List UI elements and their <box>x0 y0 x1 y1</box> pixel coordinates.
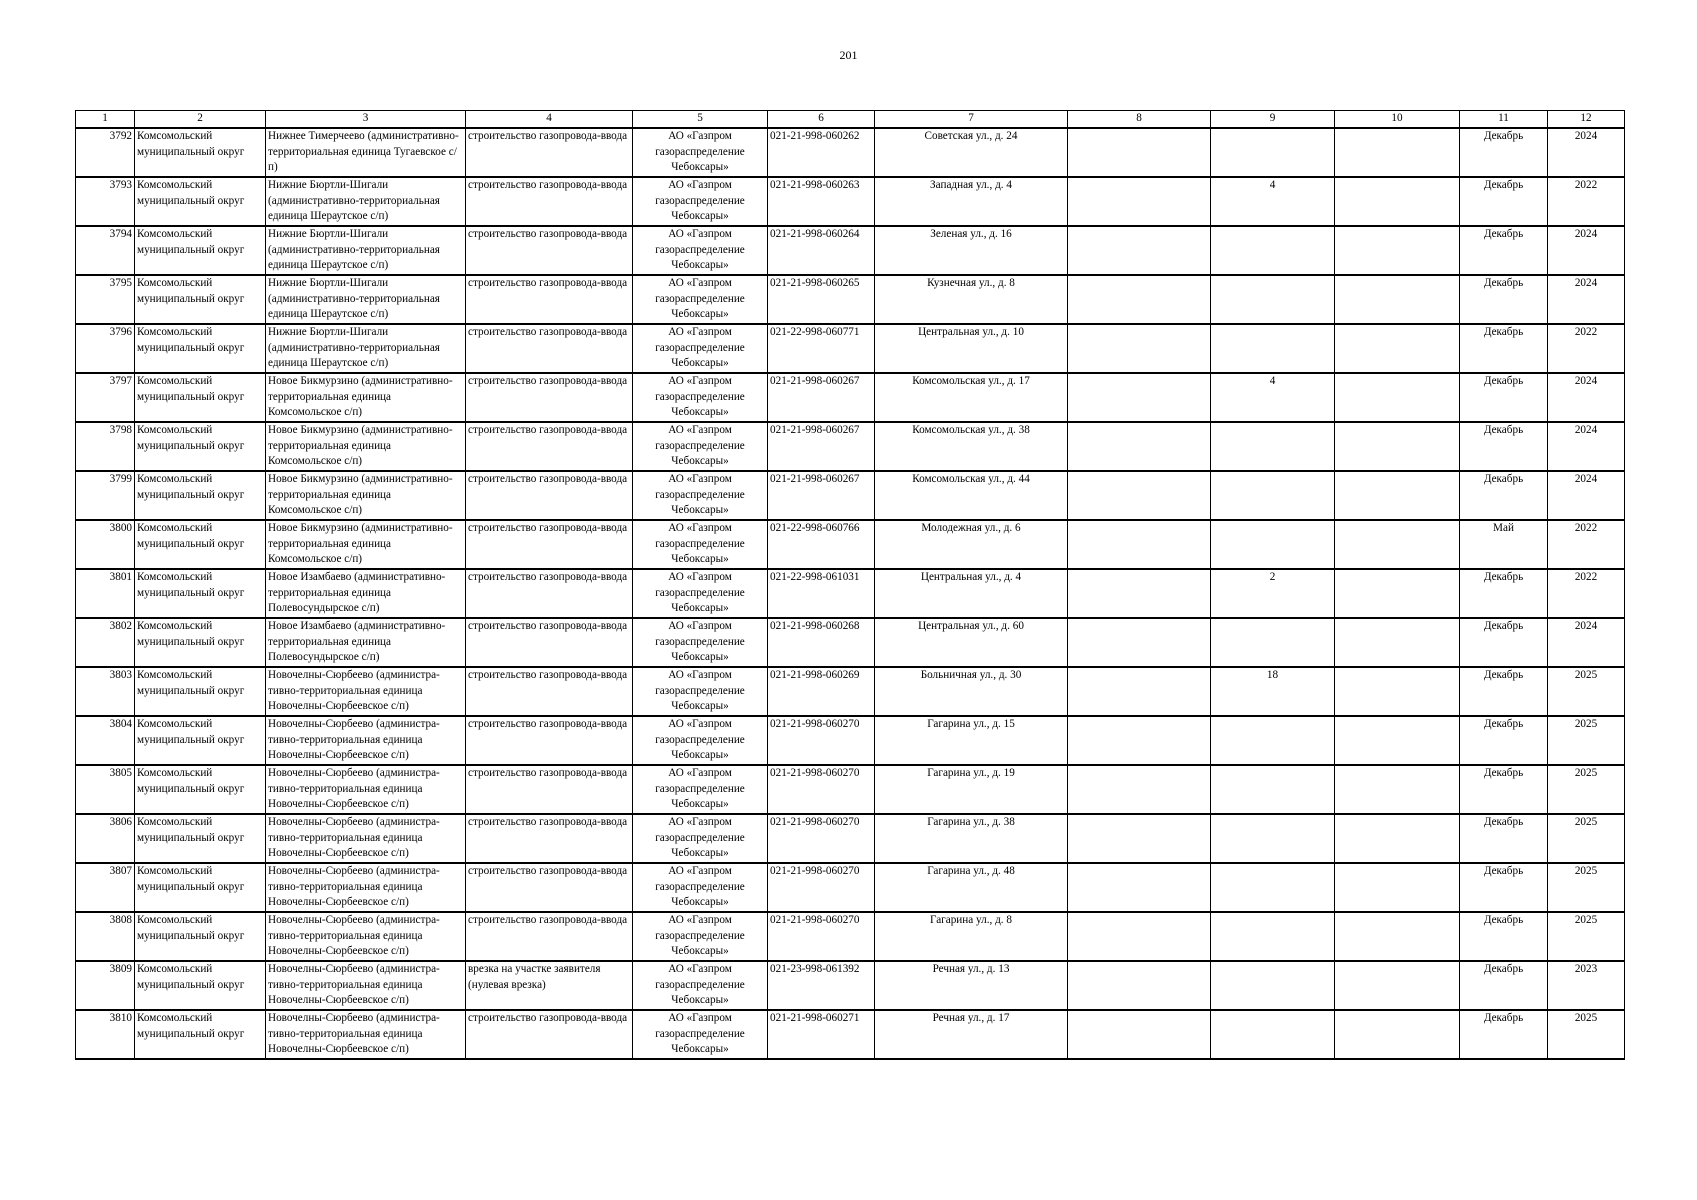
year-cell: 2025 <box>1548 667 1625 716</box>
address-cell: Кузнечная ул., д. 8 <box>875 275 1068 324</box>
organization-cell: АО «Газпром газораспределение Чебоксары» <box>633 765 768 814</box>
column-8-value-cell <box>1068 912 1211 961</box>
year-cell: 2022 <box>1548 324 1625 373</box>
year-cell: 2024 <box>1548 128 1625 177</box>
table-row <box>76 422 1625 471</box>
year-cell: 2024 <box>1548 471 1625 520</box>
month-cell: Декабрь <box>1460 814 1548 863</box>
column-8-value-cell <box>1068 618 1211 667</box>
column-10-value-cell <box>1335 961 1460 1010</box>
table-row <box>76 520 1625 569</box>
work-type-cell: строительство газопровода-ввода <box>466 667 633 716</box>
column-10-value-cell <box>1335 128 1460 177</box>
column-10-value-cell <box>1335 324 1460 373</box>
column-8-value-cell <box>1068 422 1211 471</box>
month-cell: Декабрь <box>1460 912 1548 961</box>
settlement-cell: Новочелны-Сюрбеево (администра-тивно-территориальная единица Новочелны-Сюрбеевское с/п) <box>266 667 466 716</box>
district-cell: Комсомольский муниципальный округ <box>135 226 266 275</box>
column-header-1: 1 <box>76 111 135 129</box>
column-10-value-cell <box>1335 618 1460 667</box>
month-cell: Декабрь <box>1460 226 1548 275</box>
page-number: 201 <box>839 48 858 62</box>
work-type-cell: врезка на участке заявителя (нулевая врезка) <box>466 961 633 1010</box>
settlement-cell: Нижние Бюртли-Шигали (административно-территориальная единица Шераутское с/п) <box>266 324 466 373</box>
work-type-cell: строительство газопровода-ввода <box>466 618 633 667</box>
month-cell: Декабрь <box>1460 667 1548 716</box>
address-cell: Больничная ул., д. 30 <box>875 667 1068 716</box>
column-header-5: 5 <box>633 111 768 129</box>
application-number-cell: 021-21-998-060268 <box>768 618 875 667</box>
month-cell: Декабрь <box>1460 422 1548 471</box>
address-cell: Советская ул., д. 24 <box>875 128 1068 177</box>
row-number-cell: 3794 <box>76 226 135 275</box>
column-10-value-cell <box>1335 177 1460 226</box>
table-row <box>76 569 1625 618</box>
month-cell: Декабрь <box>1460 863 1548 912</box>
settlement-cell: Новое Бикмурзино (административно-территориальная единица Комсомольское с/п) <box>266 422 466 471</box>
application-number-cell: 021-22-998-061031 <box>768 569 875 618</box>
column-8-value-cell <box>1068 275 1211 324</box>
application-number-cell: 021-22-998-060766 <box>768 520 875 569</box>
district-cell: Комсомольский муниципальный округ <box>135 961 266 1010</box>
month-cell: Декабрь <box>1460 177 1548 226</box>
organization-cell: АО «Газпром газораспределение Чебоксары» <box>633 912 768 961</box>
column-9-value-cell <box>1211 422 1335 471</box>
column-header-2: 2 <box>135 111 266 129</box>
month-cell: Декабрь <box>1460 471 1548 520</box>
address-cell: Речная ул., д. 17 <box>875 1010 1068 1059</box>
row-number-cell: 3802 <box>76 618 135 667</box>
year-cell: 2025 <box>1548 765 1625 814</box>
address-cell: Центральная ул., д. 4 <box>875 569 1068 618</box>
work-type-cell: строительство газопровода-ввода <box>466 373 633 422</box>
year-cell: 2024 <box>1548 373 1625 422</box>
column-9-value-cell <box>1211 765 1335 814</box>
month-cell: Декабрь <box>1460 716 1548 765</box>
application-number-cell: 021-21-998-060270 <box>768 765 875 814</box>
column-8-value-cell <box>1068 765 1211 814</box>
work-type-cell: строительство газопровода-ввода <box>466 716 633 765</box>
month-cell: Декабрь <box>1460 569 1548 618</box>
column-8-value-cell <box>1068 814 1211 863</box>
month-cell: Декабрь <box>1460 765 1548 814</box>
year-cell: 2022 <box>1548 520 1625 569</box>
column-8-value-cell <box>1068 863 1211 912</box>
table-row <box>76 912 1625 961</box>
column-9-value-cell <box>1211 226 1335 275</box>
district-cell: Комсомольский муниципальный округ <box>135 716 266 765</box>
organization-cell: АО «Газпром газораспределение Чебоксары» <box>633 226 768 275</box>
month-cell: Декабрь <box>1460 961 1548 1010</box>
column-8-value-cell <box>1068 471 1211 520</box>
column-8-value-cell <box>1068 324 1211 373</box>
column-9-value-cell <box>1211 814 1335 863</box>
work-type-cell: строительство газопровода-ввода <box>466 422 633 471</box>
address-cell: Зеленая ул., д. 16 <box>875 226 1068 275</box>
organization-cell: АО «Газпром газораспределение Чебоксары» <box>633 569 768 618</box>
year-cell: 2025 <box>1548 912 1625 961</box>
column-9-value-cell <box>1211 520 1335 569</box>
year-cell: 2024 <box>1548 422 1625 471</box>
table-row <box>76 814 1625 863</box>
row-number-cell: 3799 <box>76 471 135 520</box>
column-9-value-cell: 4 <box>1211 177 1335 226</box>
application-number-cell: 021-21-998-060270 <box>768 863 875 912</box>
column-10-value-cell <box>1335 1010 1460 1059</box>
table-row <box>76 1010 1625 1059</box>
application-number-cell: 021-21-998-060270 <box>768 912 875 961</box>
column-10-value-cell <box>1335 226 1460 275</box>
column-header-7: 7 <box>875 111 1068 129</box>
row-number-cell: 3793 <box>76 177 135 226</box>
application-number-cell: 021-21-998-060263 <box>768 177 875 226</box>
year-cell: 2024 <box>1548 275 1625 324</box>
application-number-cell: 021-21-998-060265 <box>768 275 875 324</box>
work-type-cell: строительство газопровода-ввода <box>466 1010 633 1059</box>
table-row <box>76 128 1625 177</box>
month-cell: Декабрь <box>1460 373 1548 422</box>
column-header-12: 12 <box>1548 111 1625 129</box>
row-number-cell: 3804 <box>76 716 135 765</box>
column-10-value-cell <box>1335 471 1460 520</box>
month-cell: Декабрь <box>1460 324 1548 373</box>
district-cell: Комсомольский муниципальный округ <box>135 863 266 912</box>
column-9-value-cell <box>1211 912 1335 961</box>
table-row <box>76 716 1625 765</box>
settlement-cell: Новочелны-Сюрбеево (администра-тивно-территориальная единица Новочелны-Сюрбеевское с/п) <box>266 716 466 765</box>
row-number-cell: 3809 <box>76 961 135 1010</box>
work-type-cell: строительство газопровода-ввода <box>466 520 633 569</box>
address-cell: Комсомольская ул., д. 44 <box>875 471 1068 520</box>
settlement-cell: Новое Изамбаево (административно-территориальная единица Полевосундырское с/п) <box>266 618 466 667</box>
work-type-cell: строительство газопровода-ввода <box>466 471 633 520</box>
settlement-cell: Новое Изамбаево (административно-территориальная единица Полевосундырское с/п) <box>266 569 466 618</box>
settlement-cell: Нижние Бюртли-Шигали (административно-территориальная единица Шераутское с/п) <box>266 226 466 275</box>
organization-cell: АО «Газпром газораспределение Чебоксары» <box>633 520 768 569</box>
column-9-value-cell <box>1211 716 1335 765</box>
address-cell: Гагарина ул., д. 48 <box>875 863 1068 912</box>
table-row <box>76 765 1625 814</box>
column-9-value-cell <box>1211 324 1335 373</box>
application-number-cell: 021-21-998-060270 <box>768 716 875 765</box>
address-cell: Гагарина ул., д. 38 <box>875 814 1068 863</box>
district-cell: Комсомольский муниципальный округ <box>135 177 266 226</box>
organization-cell: АО «Газпром газораспределение Чебоксары» <box>633 471 768 520</box>
column-9-value-cell <box>1211 275 1335 324</box>
column-9-value-cell <box>1211 961 1335 1010</box>
district-cell: Комсомольский муниципальный округ <box>135 765 266 814</box>
work-type-cell: строительство газопровода-ввода <box>466 912 633 961</box>
column-10-value-cell <box>1335 912 1460 961</box>
organization-cell: АО «Газпром газораспределение Чебоксары» <box>633 177 768 226</box>
work-type-cell: строительство газопровода-ввода <box>466 863 633 912</box>
year-cell: 2024 <box>1548 618 1625 667</box>
address-cell: Центральная ул., д. 60 <box>875 618 1068 667</box>
table-row <box>76 863 1625 912</box>
work-type-cell: строительство газопровода-ввода <box>466 814 633 863</box>
column-8-value-cell <box>1068 667 1211 716</box>
year-cell: 2022 <box>1548 177 1625 226</box>
column-header-9: 9 <box>1211 111 1335 129</box>
address-cell: Центральная ул., д. 10 <box>875 324 1068 373</box>
year-cell: 2025 <box>1548 716 1625 765</box>
row-number-cell: 3800 <box>76 520 135 569</box>
column-header-11: 11 <box>1460 111 1548 129</box>
column-8-value-cell <box>1068 520 1211 569</box>
header-row <box>76 111 1625 129</box>
column-9-value-cell: 2 <box>1211 569 1335 618</box>
column-header-8: 8 <box>1068 111 1211 129</box>
settlement-cell: Новое Бикмурзино (административно-территориальная единица Комсомольское с/п) <box>266 373 466 422</box>
column-header-10: 10 <box>1335 111 1460 129</box>
district-cell: Комсомольский муниципальный округ <box>135 569 266 618</box>
settlement-cell: Нижнее Тимерчеево (административно-территориальная единица Тугаевское с/п) <box>266 128 466 177</box>
settlement-cell: Новочелны-Сюрбеево (администра-тивно-территориальная единица Новочелны-Сюрбеевское с/п) <box>266 961 466 1010</box>
organization-cell: АО «Газпром газораспределение Чебоксары» <box>633 373 768 422</box>
address-cell: Молодежная ул., д. 6 <box>875 520 1068 569</box>
table-body <box>76 128 1625 1059</box>
organization-cell: АО «Газпром газораспределение Чебоксары» <box>633 716 768 765</box>
month-cell: Декабрь <box>1460 275 1548 324</box>
column-10-value-cell <box>1335 765 1460 814</box>
column-10-value-cell <box>1335 814 1460 863</box>
settlement-cell: Новочелны-Сюрбеево (администра-тивно-территориальная единица Новочелны-Сюрбеевское с/п) <box>266 814 466 863</box>
column-10-value-cell <box>1335 422 1460 471</box>
settlement-cell: Новочелны-Сюрбеево (администра-тивно-территориальная единица Новочелны-Сюрбеевское с/п) <box>266 765 466 814</box>
column-8-value-cell <box>1068 1010 1211 1059</box>
application-number-cell: 021-21-998-060267 <box>768 471 875 520</box>
settlement-cell: Новочелны-Сюрбеево (администра-тивно-территориальная единица Новочелны-Сюрбеевское с/п) <box>266 863 466 912</box>
column-8-value-cell <box>1068 177 1211 226</box>
row-number-cell: 3805 <box>76 765 135 814</box>
organization-cell: АО «Газпром газораспределение Чебоксары» <box>633 128 768 177</box>
district-cell: Комсомольский муниципальный округ <box>135 373 266 422</box>
application-number-cell: 021-21-998-060270 <box>768 814 875 863</box>
district-cell: Комсомольский муниципальный округ <box>135 275 266 324</box>
settlement-cell: Новочелны-Сюрбеево (администра-тивно-территориальная единица Новочелны-Сюрбеевское с/п) <box>266 1010 466 1059</box>
address-cell: Речная ул., д. 13 <box>875 961 1068 1010</box>
column-header-6: 6 <box>768 111 875 129</box>
column-8-value-cell <box>1068 961 1211 1010</box>
district-cell: Комсомольский муниципальный округ <box>135 324 266 373</box>
organization-cell: АО «Газпром газораспределение Чебоксары» <box>633 1010 768 1059</box>
application-number-cell: 021-21-998-060267 <box>768 422 875 471</box>
table-row <box>76 275 1625 324</box>
address-cell: Гагарина ул., д. 19 <box>875 765 1068 814</box>
row-number-cell: 3808 <box>76 912 135 961</box>
row-number-cell: 3806 <box>76 814 135 863</box>
gas-connection-table <box>75 110 1625 1060</box>
work-type-cell: строительство газопровода-ввода <box>466 765 633 814</box>
organization-cell: АО «Газпром газораспределение Чебоксары» <box>633 324 768 373</box>
table-header <box>76 111 1625 129</box>
district-cell: Комсомольский муниципальный округ <box>135 1010 266 1059</box>
table-row <box>76 667 1625 716</box>
column-9-value-cell <box>1211 471 1335 520</box>
column-10-value-cell <box>1335 275 1460 324</box>
row-number-cell: 3797 <box>76 373 135 422</box>
column-8-value-cell <box>1068 226 1211 275</box>
column-10-value-cell <box>1335 667 1460 716</box>
table-row <box>76 471 1625 520</box>
settlement-cell: Нижние Бюртли-Шигали (административно-территориальная единица Шераутское с/п) <box>266 177 466 226</box>
organization-cell: АО «Газпром газораспределение Чебоксары» <box>633 422 768 471</box>
month-cell: Декабрь <box>1460 618 1548 667</box>
application-number-cell: 021-22-998-060771 <box>768 324 875 373</box>
district-cell: Комсомольский муниципальный округ <box>135 422 266 471</box>
address-cell: Гагарина ул., д. 8 <box>875 912 1068 961</box>
year-cell: 2025 <box>1548 814 1625 863</box>
column-10-value-cell <box>1335 520 1460 569</box>
organization-cell: АО «Газпром газораспределение Чебоксары» <box>633 863 768 912</box>
month-cell: Декабрь <box>1460 128 1548 177</box>
column-header-4: 4 <box>466 111 633 129</box>
column-8-value-cell <box>1068 373 1211 422</box>
row-number-cell: 3792 <box>76 128 135 177</box>
row-number-cell: 3807 <box>76 863 135 912</box>
address-cell: Западная ул., д. 4 <box>875 177 1068 226</box>
column-9-value-cell <box>1211 863 1335 912</box>
year-cell: 2024 <box>1548 226 1625 275</box>
table-row <box>76 177 1625 226</box>
column-8-value-cell <box>1068 569 1211 618</box>
organization-cell: АО «Газпром газораспределение Чебоксары» <box>633 275 768 324</box>
application-number-cell: 021-21-998-060271 <box>768 1010 875 1059</box>
application-number-cell: 021-21-998-060269 <box>768 667 875 716</box>
settlement-cell: Нижние Бюртли-Шигали (административно-территориальная единица Шераутское с/п) <box>266 275 466 324</box>
organization-cell: АО «Газпром газораспределение Чебоксары» <box>633 961 768 1010</box>
month-cell: Декабрь <box>1460 1010 1548 1059</box>
column-10-value-cell <box>1335 569 1460 618</box>
row-number-cell: 3795 <box>76 275 135 324</box>
column-10-value-cell <box>1335 373 1460 422</box>
district-cell: Комсомольский муниципальный округ <box>135 912 266 961</box>
address-cell: Гагарина ул., д. 15 <box>875 716 1068 765</box>
year-cell: 2025 <box>1548 1010 1625 1059</box>
column-9-value-cell <box>1211 128 1335 177</box>
row-number-cell: 3801 <box>76 569 135 618</box>
column-8-value-cell <box>1068 716 1211 765</box>
organization-cell: АО «Газпром газораспределение Чебоксары» <box>633 667 768 716</box>
month-cell: Май <box>1460 520 1548 569</box>
year-cell: 2022 <box>1548 569 1625 618</box>
address-cell: Комсомольская ул., д. 17 <box>875 373 1068 422</box>
work-type-cell: строительство газопровода-ввода <box>466 569 633 618</box>
district-cell: Комсомольский муниципальный округ <box>135 667 266 716</box>
organization-cell: АО «Газпром газораспределение Чебоксары» <box>633 814 768 863</box>
year-cell: 2023 <box>1548 961 1625 1010</box>
district-cell: Комсомольский муниципальный округ <box>135 618 266 667</box>
column-10-value-cell <box>1335 716 1460 765</box>
settlement-cell: Новочелны-Сюрбеево (администра-тивно-территориальная единица Новочелны-Сюрбеевское с/п) <box>266 912 466 961</box>
year-cell: 2025 <box>1548 863 1625 912</box>
column-10-value-cell <box>1335 863 1460 912</box>
table-row <box>76 961 1625 1010</box>
work-type-cell: строительство газопровода-ввода <box>466 226 633 275</box>
application-number-cell: 021-21-998-060262 <box>768 128 875 177</box>
column-9-value-cell: 4 <box>1211 373 1335 422</box>
organization-cell: АО «Газпром газораспределение Чебоксары» <box>633 618 768 667</box>
work-type-cell: строительство газопровода-ввода <box>466 177 633 226</box>
district-cell: Комсомольский муниципальный округ <box>135 471 266 520</box>
work-type-cell: строительство газопровода-ввода <box>466 275 633 324</box>
column-9-value-cell <box>1211 618 1335 667</box>
application-number-cell: 021-21-998-060267 <box>768 373 875 422</box>
settlement-cell: Новое Бикмурзино (административно-территориальная единица Комсомольское с/п) <box>266 471 466 520</box>
settlement-cell: Новое Бикмурзино (административно-территориальная единица Комсомольское с/п) <box>266 520 466 569</box>
work-type-cell: строительство газопровода-ввода <box>466 128 633 177</box>
table-row <box>76 226 1625 275</box>
district-cell: Комсомольский муниципальный округ <box>135 520 266 569</box>
column-9-value-cell: 18 <box>1211 667 1335 716</box>
work-type-cell: строительство газопровода-ввода <box>466 324 633 373</box>
column-9-value-cell <box>1211 1010 1335 1059</box>
table-row <box>76 324 1625 373</box>
district-cell: Комсомольский муниципальный округ <box>135 128 266 177</box>
table-row <box>76 373 1625 422</box>
address-cell: Комсомольская ул., д. 38 <box>875 422 1068 471</box>
column-8-value-cell <box>1068 128 1211 177</box>
row-number-cell: 3810 <box>76 1010 135 1059</box>
row-number-cell: 3796 <box>76 324 135 373</box>
district-cell: Комсомольский муниципальный округ <box>135 814 266 863</box>
row-number-cell: 3798 <box>76 422 135 471</box>
table-row <box>76 618 1625 667</box>
column-header-3: 3 <box>266 111 466 129</box>
application-number-cell: 021-21-998-060264 <box>768 226 875 275</box>
application-number-cell: 021-23-998-061392 <box>768 961 875 1010</box>
row-number-cell: 3803 <box>76 667 135 716</box>
